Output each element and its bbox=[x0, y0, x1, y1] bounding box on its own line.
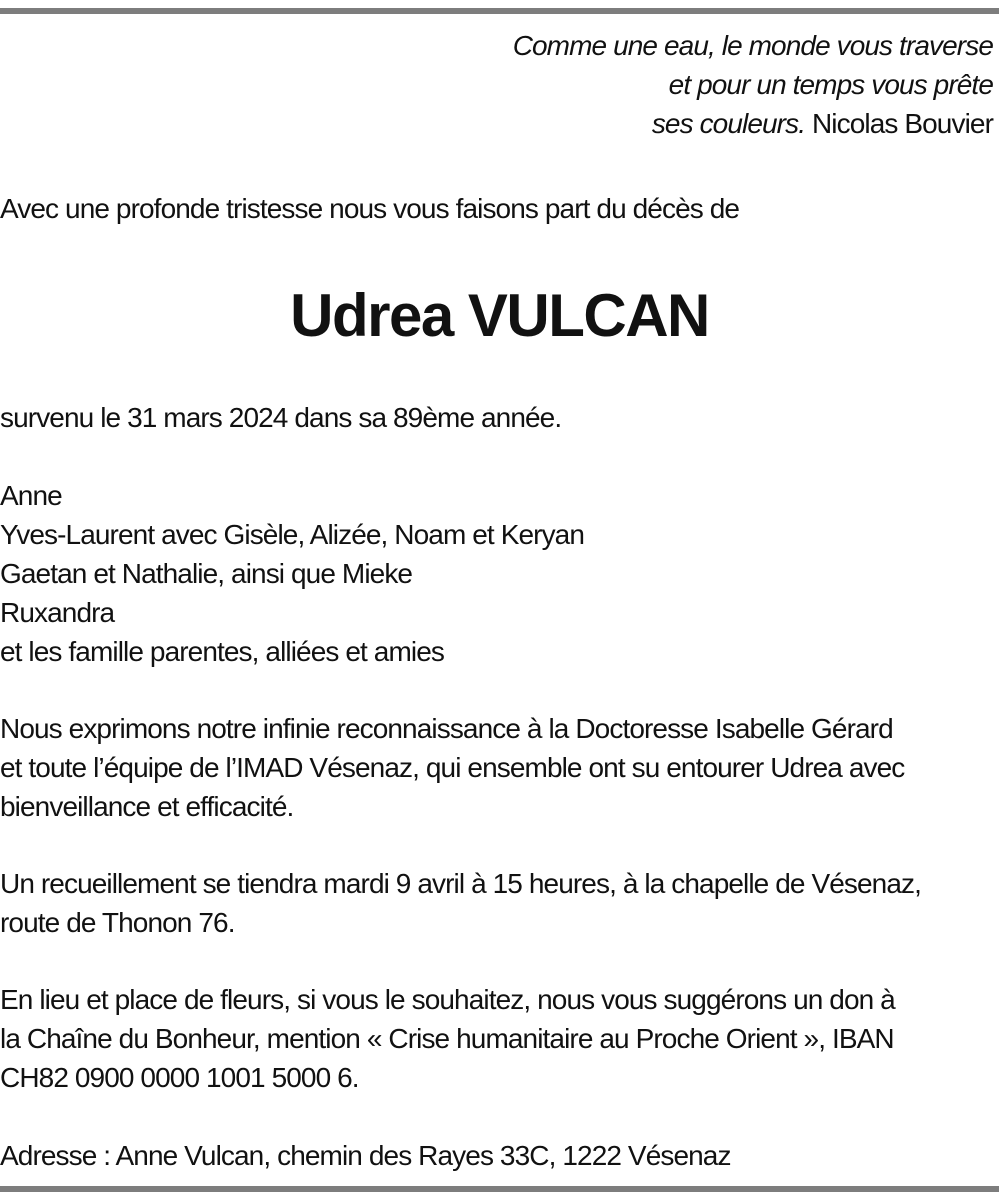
thanks-paragraph bbox=[0, 709, 999, 826]
donation-paragraph bbox=[0, 980, 999, 1097]
donation-line: la Chaîne du Bonheur, mention « Crise humanitaire au Proche Orient », IBAN bbox=[0, 1023, 894, 1054]
quote-line-3 bbox=[293, 104, 993, 143]
family-line: et les famille parentes, alliées et amies bbox=[0, 636, 444, 667]
top-rule bbox=[0, 8, 999, 14]
quote-line-3-text: ses couleurs. bbox=[651, 108, 806, 139]
bottom-rule bbox=[0, 1186, 999, 1192]
family-line: Anne bbox=[0, 480, 62, 511]
thanks-line: et toute l’équipe de l’IMAD Vésenaz, qui ensemble ont su entourer Udrea avec bbox=[0, 752, 905, 783]
deceased-name: Udrea VULCAN bbox=[290, 282, 709, 349]
thanks-line: bienveillance et efficacité. bbox=[0, 791, 294, 822]
family-line: Gaetan et Nathalie, ainsi que Mieke bbox=[0, 558, 413, 589]
ceremony-paragraph bbox=[0, 864, 999, 942]
family-list bbox=[0, 476, 999, 671]
death-info: survenu le 31 mars 2024 dans sa 89ème année. bbox=[0, 402, 562, 433]
family-line: Ruxandra bbox=[0, 597, 115, 628]
ceremony-line: Un recueillement se tiendra mardi 9 avril à 15 heures, à la chapelle de Vésenaz, bbox=[0, 868, 922, 899]
thanks-line: Nous exprimons notre infinie reconnaissance à la Doctoresse Isabelle Gérard bbox=[0, 713, 893, 744]
address-line: Adresse : Anne Vulcan, chemin des Rayes 33C, 1222 Vésenaz bbox=[0, 1140, 731, 1171]
intro-text: Avec une profonde tristesse nous vous faisons part du décès de bbox=[0, 193, 740, 224]
family-line: Yves-Laurent avec Gisèle, Alizée, Noam et Keryan bbox=[0, 519, 585, 550]
donation-line: CH82 0900 0000 1001 5000 6. bbox=[0, 1062, 359, 1093]
epigraph-quote bbox=[293, 26, 993, 143]
donation-line: En lieu et place de fleurs, si vous le souhaitez, nous vous suggérons un don à bbox=[0, 984, 895, 1015]
quote-line-2: et pour un temps vous prête bbox=[668, 69, 993, 100]
quote-author: Nicolas Bouvier bbox=[811, 108, 993, 139]
quote-line-1: Comme une eau, le monde vous traverse bbox=[512, 30, 993, 61]
ceremony-line: route de Thonon 76. bbox=[0, 907, 235, 938]
